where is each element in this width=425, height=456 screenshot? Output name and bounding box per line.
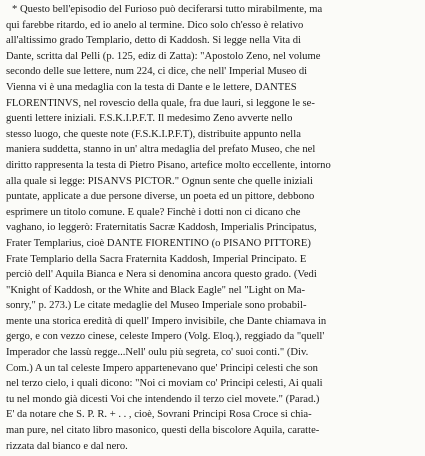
- text-line: E' da notare che S. P. R. + . . , cioè, Sovrani Principi Rosa Croce si chia-: [6, 409, 312, 421]
- text-line: Frater Templarius, cioè DANTE FIORENTINO (o PISANO PITTORE): [6, 237, 311, 249]
- text-line: perciò dell' Aquila Bianca e Nera si denomina ancora questo grado. (Vedi: [6, 269, 317, 281]
- text-line: guenti lettere iniziali. F.S.K.I.P.F.T. Il medesimo Zeno avverte nello: [6, 113, 293, 125]
- text-line: nel terzo cielo, i quali dicono: "Noi ci moviam co' Principi celesti, Ai quali: [6, 378, 323, 390]
- text-line: mente una storica eredità di quell' Impero invisibile, che Dante chiamava in: [6, 315, 327, 327]
- text-line: maniera suddetta, stanno in un' altra medaglia del prefato Museo, che nel: [6, 144, 316, 156]
- text-line: rizzata dal bianco e dal nero.: [6, 440, 128, 452]
- text-line: esprimere un titolo comune. E quale? Finchè i dotti non ci dicano che: [6, 206, 301, 218]
- text-line: Frate Templario della Sacra Fraternita Kaddosh, Imperial Principato. E: [6, 253, 307, 265]
- footnote-text: [6, 2, 420, 454]
- text-line: stesso luogo, che queste note (F.S.K.I.P.F.T), distribuite appunto nella: [6, 128, 301, 140]
- text-line: alla quale si legge: PISANVS PICTOR." Ognun sente che quelle iniziali: [6, 175, 313, 187]
- text-line: Dante, scritta dal Pelli (p. 125, ediz di Zatta): "Apostolo Zeno, nel volume: [6, 50, 321, 62]
- text-line: Vienna vi è una medaglia con la testa di Dante e le lettere, DANTES: [6, 81, 297, 93]
- text-line: * Questo bell'episodio del Furioso può deciferarsi tutto mirabilmente, ma: [12, 4, 323, 15]
- text-line: man pure, nel citato libro masonico, questi della biscolore Aquila, caratte-: [6, 425, 320, 437]
- text-line: FLORENTINVS, nel rovescio della quale, fra due lauri, si leggone le se-: [6, 97, 315, 109]
- text-line: "Knight of Kaddosh, or the White and Black Eagle" nel "Light on Ma-: [6, 284, 306, 296]
- text-line: secondo delle sue lettere, num 224, ci dice, che nell' Imperial Museo di: [6, 66, 308, 78]
- text-line: gergo, e con vezzo cinese, celeste Impero (Volg. Eloq.), reggiado da "quell': [6, 331, 325, 343]
- text-line: vaghano, io leggerò: Fraternitatis Sacræ Kaddosh, Imperialis Principatus,: [6, 222, 317, 234]
- text-line: all'altissimo grado Templario, detto di Kaddosh. Si legge nella Vita di: [6, 35, 301, 47]
- text-line: diritto rappresenta la testa di Pietro Pisano, artefice molto eccellente, intorno: [6, 159, 331, 171]
- text-line: sonry," p. 273.) Le citate medaglie del Museo Imperiale sono probabil-: [6, 300, 307, 312]
- text-line: Imperador che lassù regge...Nell' oulu più segreta, co' suoi conti." (Div.: [6, 347, 309, 359]
- text-line: puntate, applicate a due persone diverse, un poeta ed un pittore, debbono: [6, 191, 315, 203]
- text-line: Com.) A un tal celeste Impero appartenevano que' Principi celesti che son: [6, 362, 318, 374]
- text-line: qui farebbe ritardo, ed io anelo al termine. Dico solo ch'esso è relativo: [6, 19, 304, 31]
- text-line: tu nel mondo già dicesti Voi che intendendo il terzo ciel movete." (Parad.): [6, 393, 320, 405]
